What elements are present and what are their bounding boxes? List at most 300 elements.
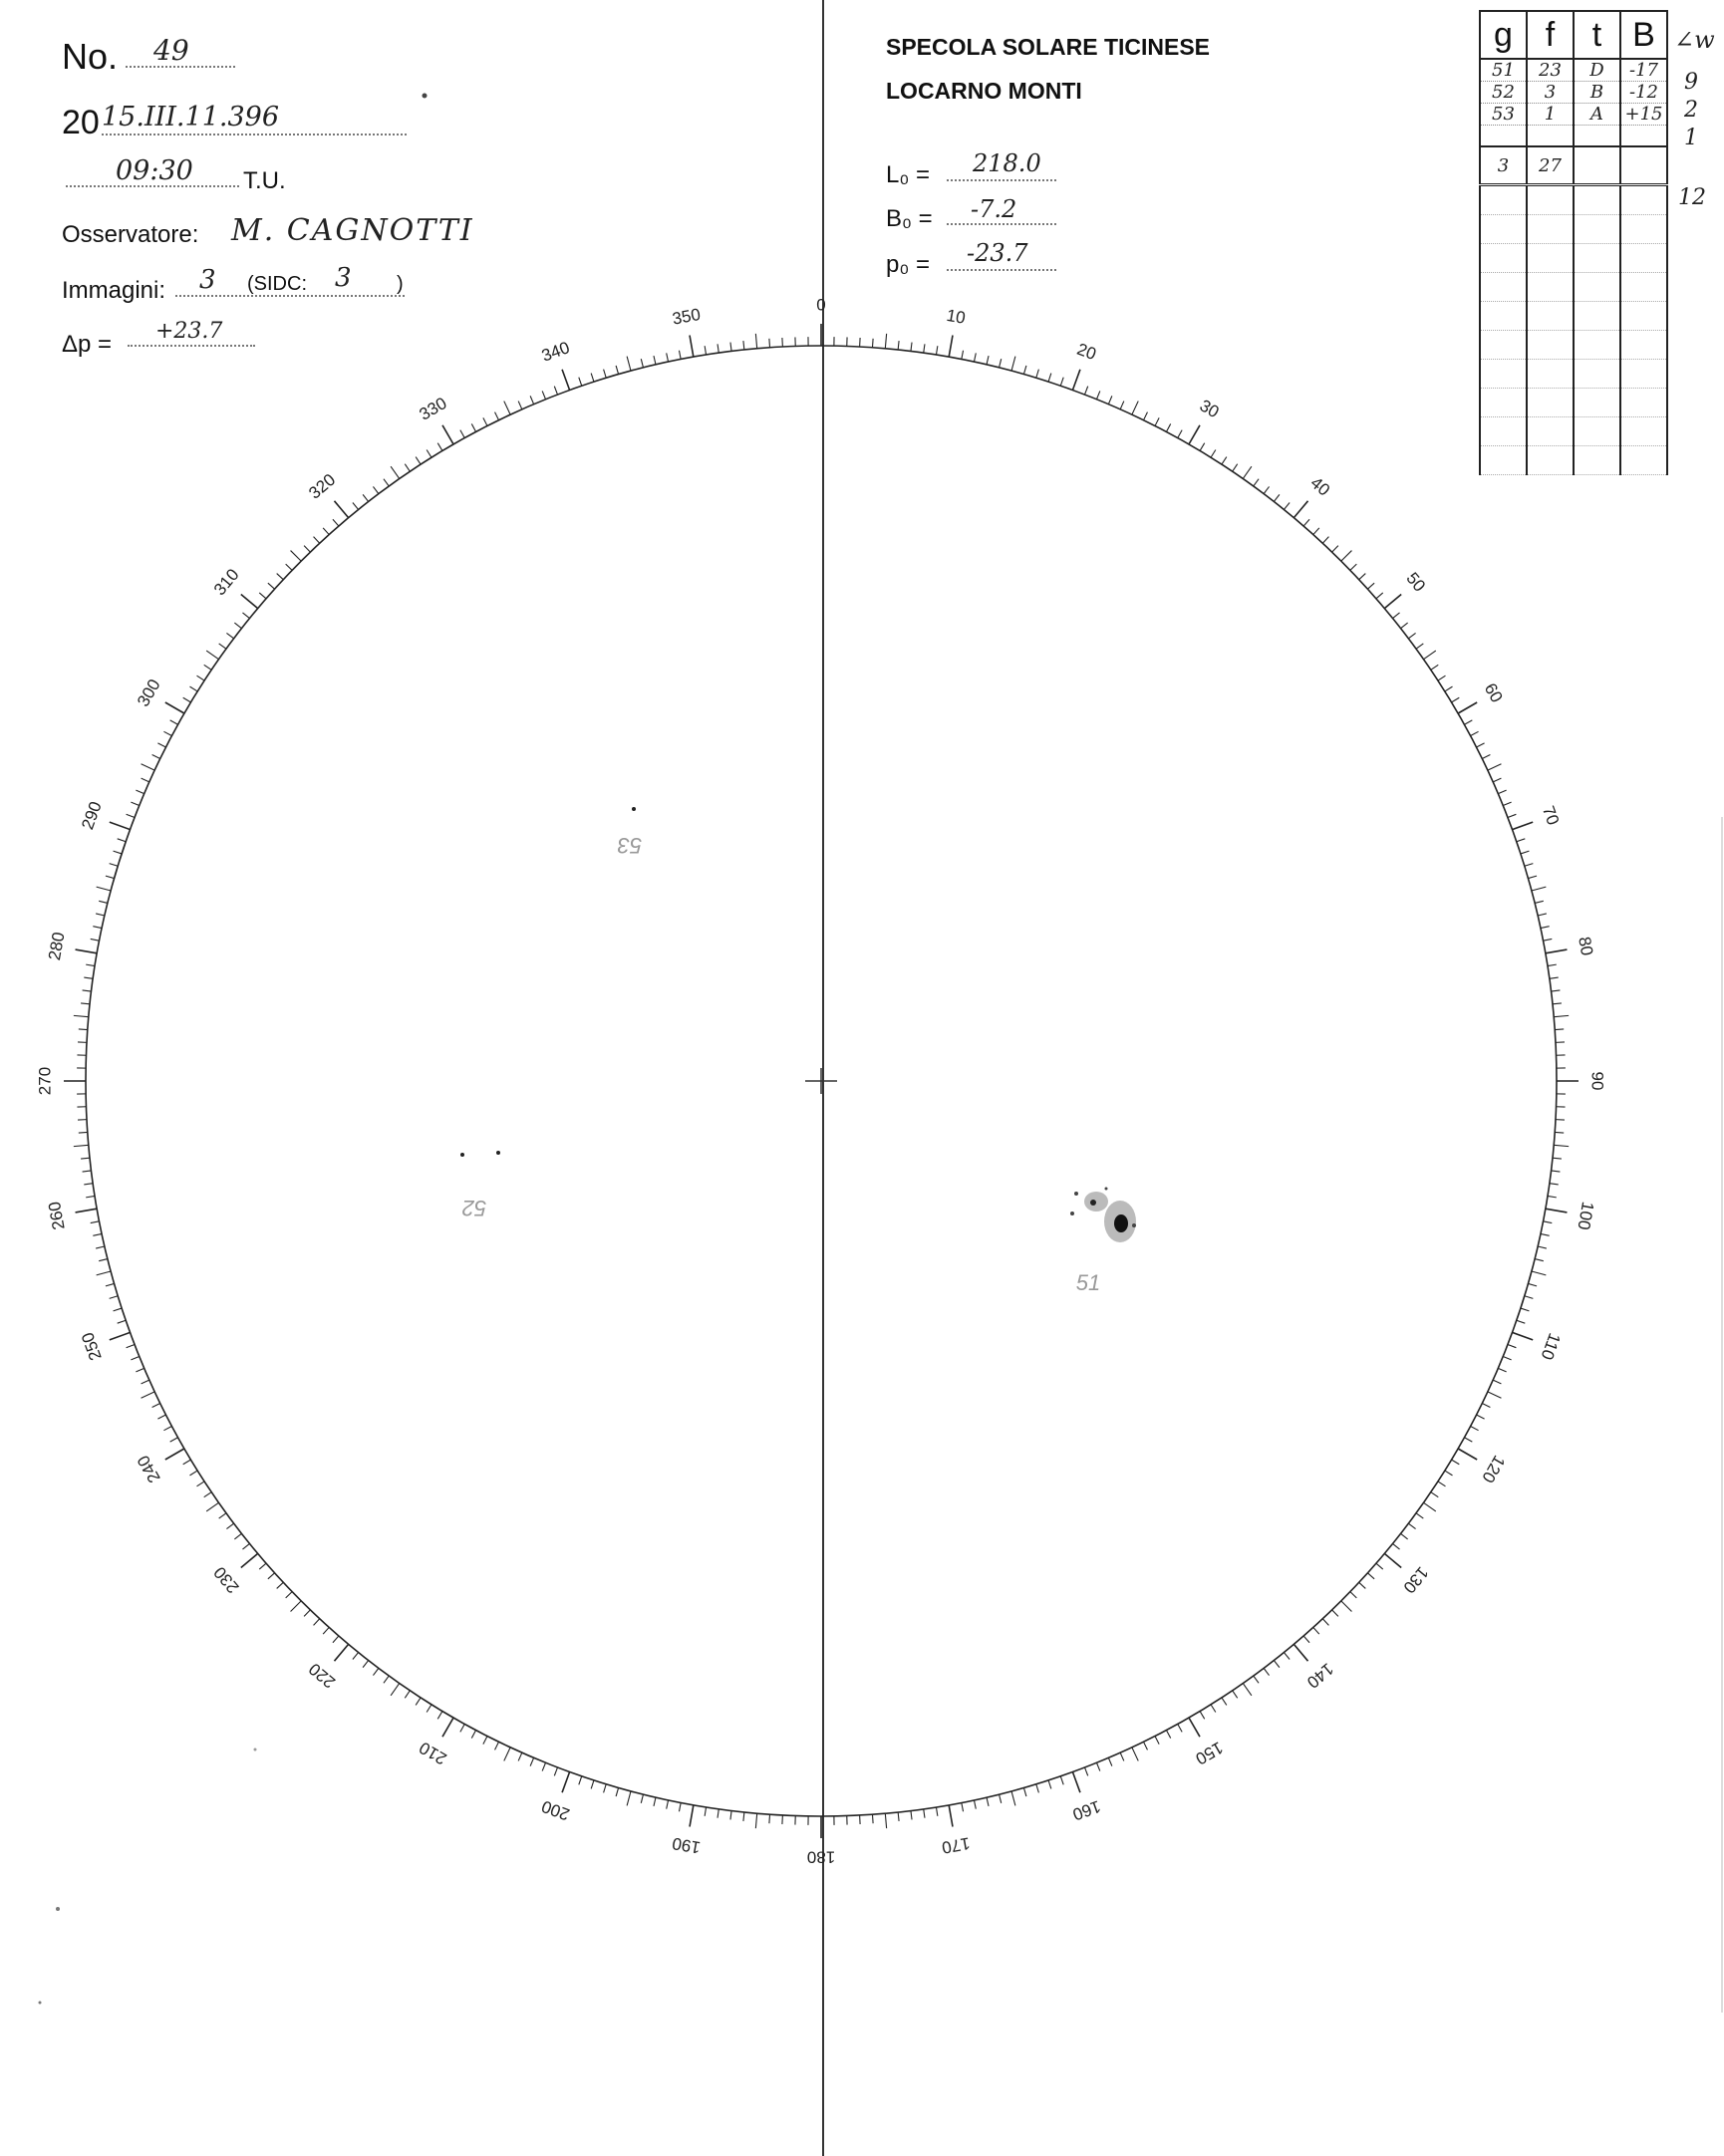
limb-tick — [1376, 593, 1383, 599]
limb-tick — [1401, 1533, 1408, 1539]
limb-tick — [242, 1543, 249, 1549]
limb-tick — [616, 1787, 618, 1796]
umbra — [1114, 1214, 1128, 1232]
limb-tick — [1503, 1356, 1511, 1359]
limb-tick — [1144, 1742, 1148, 1750]
degree-label: 280 — [45, 931, 69, 962]
limb-tick — [79, 1132, 88, 1133]
limb-tick — [1532, 1271, 1546, 1275]
limb-tick — [314, 537, 320, 544]
limb-tick — [110, 822, 131, 830]
limb-tick — [1211, 450, 1216, 458]
limb-tick — [1458, 1449, 1477, 1460]
limb-tick — [1243, 466, 1252, 478]
cell-g: 53 — [1480, 104, 1527, 126]
limb-tick — [460, 430, 464, 438]
no-value: 49 — [126, 34, 235, 68]
limb-tick — [1408, 1523, 1415, 1528]
limb-tick — [206, 651, 218, 660]
limb-tick — [91, 939, 100, 941]
limb-tick — [286, 564, 292, 570]
limb-tick — [667, 1800, 669, 1809]
limb-tick — [391, 1684, 400, 1696]
penumbra — [1084, 1192, 1108, 1212]
limb-tick — [1200, 443, 1205, 451]
limb-tick — [924, 344, 925, 353]
limb-tick — [641, 1794, 643, 1803]
limb-tick — [730, 1810, 731, 1819]
limb-tick — [1332, 1610, 1338, 1616]
limb-tick — [1438, 1482, 1446, 1486]
limb-tick — [437, 443, 442, 451]
limb-tick — [1553, 1158, 1562, 1159]
limb-tick — [142, 1392, 155, 1398]
limb-tick — [769, 1814, 770, 1823]
limb-tick — [1048, 374, 1051, 383]
limb-tick — [1512, 822, 1533, 830]
degree-label: 110 — [1537, 1330, 1565, 1363]
limb-tick — [1541, 1233, 1550, 1235]
limb-tick — [442, 425, 453, 444]
limb-tick — [1060, 378, 1063, 387]
limb-tick — [730, 343, 731, 352]
limb-tick — [1048, 1780, 1051, 1789]
limb-tick — [471, 1731, 475, 1739]
limb-tick — [1367, 1573, 1374, 1579]
limb-tick — [83, 990, 92, 991]
sidc-close: ) — [397, 273, 404, 295]
total-g: 3 — [1480, 146, 1527, 185]
limb-tick — [885, 1813, 886, 1828]
limb-tick — [323, 528, 329, 535]
limb-tick — [165, 1449, 184, 1460]
scan-speck — [254, 1749, 257, 1752]
limb-tick — [1096, 391, 1099, 399]
limb-tick — [268, 1573, 275, 1579]
degree-label: 350 — [671, 305, 703, 329]
limb-tick — [1424, 651, 1436, 660]
cell-g: 52 — [1480, 82, 1527, 104]
limb-tick — [654, 1797, 656, 1806]
limb-tick — [127, 814, 135, 817]
degree-label: 240 — [134, 1452, 164, 1486]
limb-tick — [1132, 1748, 1138, 1761]
limb-tick — [949, 336, 953, 358]
L0-label: L₀ = — [886, 161, 930, 188]
degree-label: 250 — [78, 1329, 106, 1364]
sunspot-group-52 — [460, 1151, 500, 1157]
limb-tick — [76, 1209, 98, 1213]
limb-tick — [1350, 564, 1356, 570]
degree-label: 30 — [1196, 396, 1223, 422]
limb-tick — [97, 887, 111, 891]
limb-tick — [1166, 423, 1170, 431]
degree-label: 190 — [671, 1833, 703, 1857]
limb-tick — [86, 1196, 95, 1197]
limb-tick — [1166, 1731, 1170, 1739]
header-b: B — [1620, 11, 1667, 59]
B0-value: -7.2 — [947, 195, 1056, 225]
limb-tick — [1072, 370, 1080, 391]
limb-tick — [1445, 686, 1453, 691]
limb-tick — [277, 574, 284, 580]
pore — [496, 1151, 500, 1155]
limb-tick — [604, 370, 607, 379]
degree-label: 180 — [806, 1847, 836, 1867]
limb-tick — [118, 839, 127, 842]
limb-tick — [1543, 1221, 1552, 1223]
header-t: t — [1574, 11, 1620, 59]
limb-tick — [1464, 720, 1472, 724]
limb-tick — [84, 977, 93, 978]
total-f: 27 — [1527, 146, 1574, 185]
limb-tick — [91, 1221, 100, 1223]
observer-label: Osservatore: — [62, 221, 199, 248]
limb-tick — [616, 366, 618, 375]
limb-tick — [363, 494, 369, 501]
limb-tick — [911, 343, 912, 352]
limb-tick — [1274, 494, 1280, 501]
limb-tick — [1517, 839, 1526, 842]
group-label-52: 52 — [461, 1196, 487, 1220]
pore — [1074, 1192, 1078, 1196]
limb-tick — [1000, 1794, 1002, 1803]
limb-tick — [1555, 1029, 1564, 1030]
degree-label: 220 — [305, 1659, 340, 1693]
limb-tick — [1036, 1784, 1039, 1793]
limb-tick — [1458, 702, 1477, 713]
limb-tick — [97, 1271, 111, 1275]
scan-speck — [423, 94, 428, 99]
limb-tick — [898, 1812, 899, 1821]
limb-tick — [259, 1563, 266, 1569]
limb-tick — [667, 353, 669, 362]
limb-tick — [1477, 743, 1485, 747]
limb-tick — [373, 1668, 378, 1675]
limb-tick — [1551, 990, 1560, 991]
limb-tick — [1144, 412, 1148, 420]
limb-tick — [1517, 1320, 1526, 1323]
limb-tick — [405, 464, 410, 471]
cell-f: 3 — [1527, 82, 1574, 104]
limb-tick — [962, 351, 964, 360]
limb-tick — [131, 802, 139, 805]
limb-tick — [234, 1533, 241, 1539]
limb-tick — [197, 1482, 205, 1486]
limb-tick — [1550, 977, 1559, 978]
limb-tick — [416, 1698, 421, 1706]
limb-tick — [391, 466, 400, 478]
limb-tick — [1254, 479, 1259, 486]
limb-tick — [1350, 1592, 1356, 1598]
w-header: ∠w — [1674, 26, 1715, 54]
limb-tick — [74, 1015, 89, 1016]
limb-tick — [1488, 1392, 1502, 1398]
limb-tick — [416, 457, 421, 465]
limb-tick — [1367, 583, 1374, 589]
w-total: 12 — [1678, 185, 1706, 210]
limb-tick — [1550, 1184, 1559, 1185]
cell-f: 23 — [1527, 59, 1574, 82]
limb-tick — [1503, 802, 1511, 805]
limb-tick — [190, 1471, 198, 1476]
observatory-location: LOCARNO MONTI — [886, 78, 1082, 104]
degree-label: 270 — [35, 1066, 55, 1096]
limb-tick — [936, 346, 937, 355]
images-label: Immagini: — [62, 277, 166, 304]
limb-tick — [1303, 519, 1309, 526]
limb-tick — [495, 412, 499, 420]
pore — [632, 807, 636, 811]
limb-tick — [1525, 1296, 1534, 1299]
limb-tick — [170, 720, 178, 724]
degree-label: 260 — [45, 1200, 69, 1231]
limb-tick — [1313, 528, 1319, 535]
limb-tick — [495, 1742, 499, 1750]
limb-tick — [679, 1802, 681, 1811]
limb-tick — [142, 1380, 149, 1384]
degree-label: 170 — [940, 1833, 972, 1857]
limb-tick — [1322, 1619, 1328, 1626]
degree-label: 80 — [1575, 935, 1597, 957]
w-row-1: 9 — [1684, 70, 1698, 95]
limb-tick — [1313, 1627, 1319, 1634]
limb-tick — [219, 1513, 226, 1518]
limb-tick — [110, 864, 119, 867]
degree-label: 0 — [816, 295, 826, 315]
limb-tick — [241, 594, 258, 608]
limb-tick — [1553, 1003, 1562, 1004]
limb-tick — [654, 356, 656, 365]
limb-tick — [142, 778, 149, 782]
limb-tick — [987, 356, 989, 365]
limb-tick — [1264, 1668, 1269, 1675]
degree-label: 120 — [1478, 1452, 1509, 1486]
limb-tick — [99, 1259, 108, 1261]
limb-tick — [1538, 914, 1547, 916]
limb-tick — [1551, 1171, 1560, 1172]
limb-tick — [286, 1592, 292, 1598]
limb-tick — [705, 346, 706, 355]
limb-tick — [641, 359, 643, 368]
limb-tick — [1233, 464, 1238, 471]
degree-label: 200 — [538, 1796, 573, 1824]
limb-tick — [1011, 357, 1015, 371]
limb-tick — [483, 417, 487, 425]
observer-value: M. CAGNOTTI — [231, 213, 474, 248]
limb-tick — [304, 546, 310, 552]
limb-tick — [987, 1797, 989, 1806]
group-label-51: 51 — [1075, 1270, 1101, 1295]
limb-tick — [743, 341, 744, 350]
date-value: 15.III.11.396 — [102, 102, 407, 135]
limb-tick — [242, 613, 249, 619]
limb-tick — [562, 370, 570, 391]
limb-tick — [291, 1601, 302, 1612]
limb-tick — [1189, 425, 1200, 444]
group-label-53: 53 — [617, 833, 643, 858]
limb-tick — [1274, 1661, 1280, 1668]
limb-tick — [690, 336, 694, 358]
limb-tick — [1341, 1601, 1352, 1612]
limb-tick — [1284, 502, 1290, 509]
cell-f: 1 — [1527, 104, 1574, 126]
cell-t: A — [1574, 104, 1620, 126]
limb-tick — [542, 1762, 545, 1770]
limb-tick — [1471, 1426, 1479, 1430]
limb-tick — [962, 1802, 964, 1811]
sidc-value: 3 — [335, 263, 352, 293]
limb-tick — [627, 357, 631, 371]
limb-tick — [872, 339, 873, 348]
limb-tick — [1452, 697, 1460, 702]
limb-tick — [924, 1809, 925, 1818]
limb-tick — [323, 1627, 329, 1634]
limb-tick — [427, 1705, 431, 1713]
limb-tick — [405, 1691, 410, 1698]
B0-label: B₀ = — [886, 205, 933, 232]
limb-tick — [1424, 1502, 1436, 1511]
limb-tick — [74, 1145, 89, 1146]
sidc-label: (SIDC: — [247, 273, 307, 295]
p0-label: p₀ = — [886, 251, 930, 278]
limb-tick — [1548, 964, 1557, 965]
limb-tick — [1408, 633, 1415, 638]
limb-tick — [170, 1438, 178, 1442]
degree-label: 160 — [1069, 1796, 1104, 1824]
limb-tick — [1359, 574, 1366, 580]
pore — [1105, 1188, 1108, 1191]
limb-tick — [743, 1812, 744, 1821]
limb-tick — [542, 391, 545, 399]
limb-tick — [79, 1029, 88, 1030]
limb-tick — [114, 851, 123, 854]
degree-label: 90 — [1587, 1071, 1607, 1091]
limb-tick — [163, 1426, 171, 1430]
pore — [460, 1153, 464, 1157]
umbra — [1090, 1200, 1096, 1206]
limb-tick — [1293, 1644, 1307, 1661]
limb-tick — [183, 697, 191, 702]
limb-tick — [1211, 1705, 1216, 1713]
limb-tick — [1108, 1757, 1112, 1765]
limb-tick — [277, 1582, 284, 1588]
degree-label: 100 — [1574, 1200, 1597, 1231]
limb-tick — [1521, 851, 1530, 854]
limb-tick — [131, 1356, 139, 1359]
sunspot-group-53 — [632, 807, 636, 811]
limb-tick — [234, 623, 241, 629]
limb-tick — [1222, 1698, 1227, 1706]
limb-tick — [1548, 1196, 1557, 1197]
limb-tick — [81, 1003, 90, 1004]
limb-tick — [241, 1553, 258, 1567]
degree-label: 230 — [209, 1562, 243, 1597]
limb-tick — [1384, 594, 1401, 608]
limb-tick — [1482, 1404, 1490, 1408]
pore — [1070, 1212, 1074, 1215]
limb-tick — [1393, 613, 1400, 619]
limb-tick — [1401, 623, 1408, 629]
limb-tick — [1431, 665, 1438, 670]
limb-tick — [136, 790, 144, 794]
limb-tick — [106, 1283, 115, 1285]
limb-tick — [1322, 537, 1328, 544]
limb-tick — [384, 479, 389, 486]
w-row-3: 1 — [1684, 126, 1698, 150]
limb-tick — [1332, 546, 1338, 552]
limb-tick — [1222, 457, 1227, 465]
limb-tick — [1120, 1752, 1124, 1760]
degree-label: 300 — [134, 675, 164, 710]
limb-tick — [1000, 359, 1002, 368]
limb-tick — [1023, 366, 1025, 375]
limb-tick — [197, 675, 205, 680]
limb-tick — [483, 1737, 487, 1745]
limb-tick — [1543, 939, 1552, 941]
degree-label: 320 — [305, 469, 340, 503]
limb-tick — [1384, 1553, 1401, 1567]
limb-tick — [226, 633, 233, 638]
limb-tick — [226, 1523, 233, 1528]
limb-tick — [1431, 1492, 1438, 1497]
limb-tick — [204, 665, 211, 670]
limb-tick — [885, 334, 886, 349]
limb-tick — [1438, 675, 1446, 680]
limb-tick — [1521, 1308, 1530, 1311]
degree-label: 150 — [1192, 1738, 1227, 1768]
limb-tick — [333, 519, 339, 526]
limb-tick — [518, 1752, 522, 1760]
limb-tick — [93, 927, 102, 929]
no-label: No. — [62, 36, 119, 77]
limb-tick — [530, 396, 534, 404]
limb-tick — [1493, 1380, 1501, 1384]
limb-tick — [1084, 387, 1087, 395]
limb-tick — [1555, 1132, 1564, 1133]
limb-tick — [1303, 1636, 1309, 1643]
limb-tick — [872, 1814, 873, 1823]
limb-tick — [442, 1718, 453, 1737]
limb-tick — [291, 551, 302, 562]
limb-tick — [163, 731, 171, 735]
limb-tick — [554, 387, 557, 395]
observatory-name: SPECOLA SOLARE TICINESE — [886, 34, 1211, 60]
limb-tick — [1243, 1684, 1252, 1696]
limb-tick — [1155, 1737, 1159, 1745]
limb-tick — [1393, 1543, 1400, 1549]
limb-tick — [1464, 1438, 1472, 1442]
limb-tick — [81, 1158, 90, 1159]
limb-tick — [259, 593, 266, 599]
degree-label: 290 — [78, 798, 106, 833]
limb-tick — [152, 1404, 160, 1408]
limb-tick — [93, 1233, 102, 1235]
p0-value: -23.7 — [947, 239, 1056, 271]
limb-tick — [1493, 778, 1501, 782]
limb-tick — [1254, 1676, 1259, 1683]
limb-tick — [206, 1502, 218, 1511]
time-unit: T.U. — [243, 167, 286, 194]
limb-tick — [1528, 1283, 1537, 1285]
limb-tick — [165, 702, 184, 713]
limb-tick — [152, 755, 160, 759]
limb-tick — [1200, 1712, 1205, 1720]
limb-tick — [219, 644, 226, 649]
images-value: 3 — [199, 265, 216, 295]
limb-tick — [1132, 402, 1138, 415]
degree-label: 40 — [1306, 472, 1334, 500]
